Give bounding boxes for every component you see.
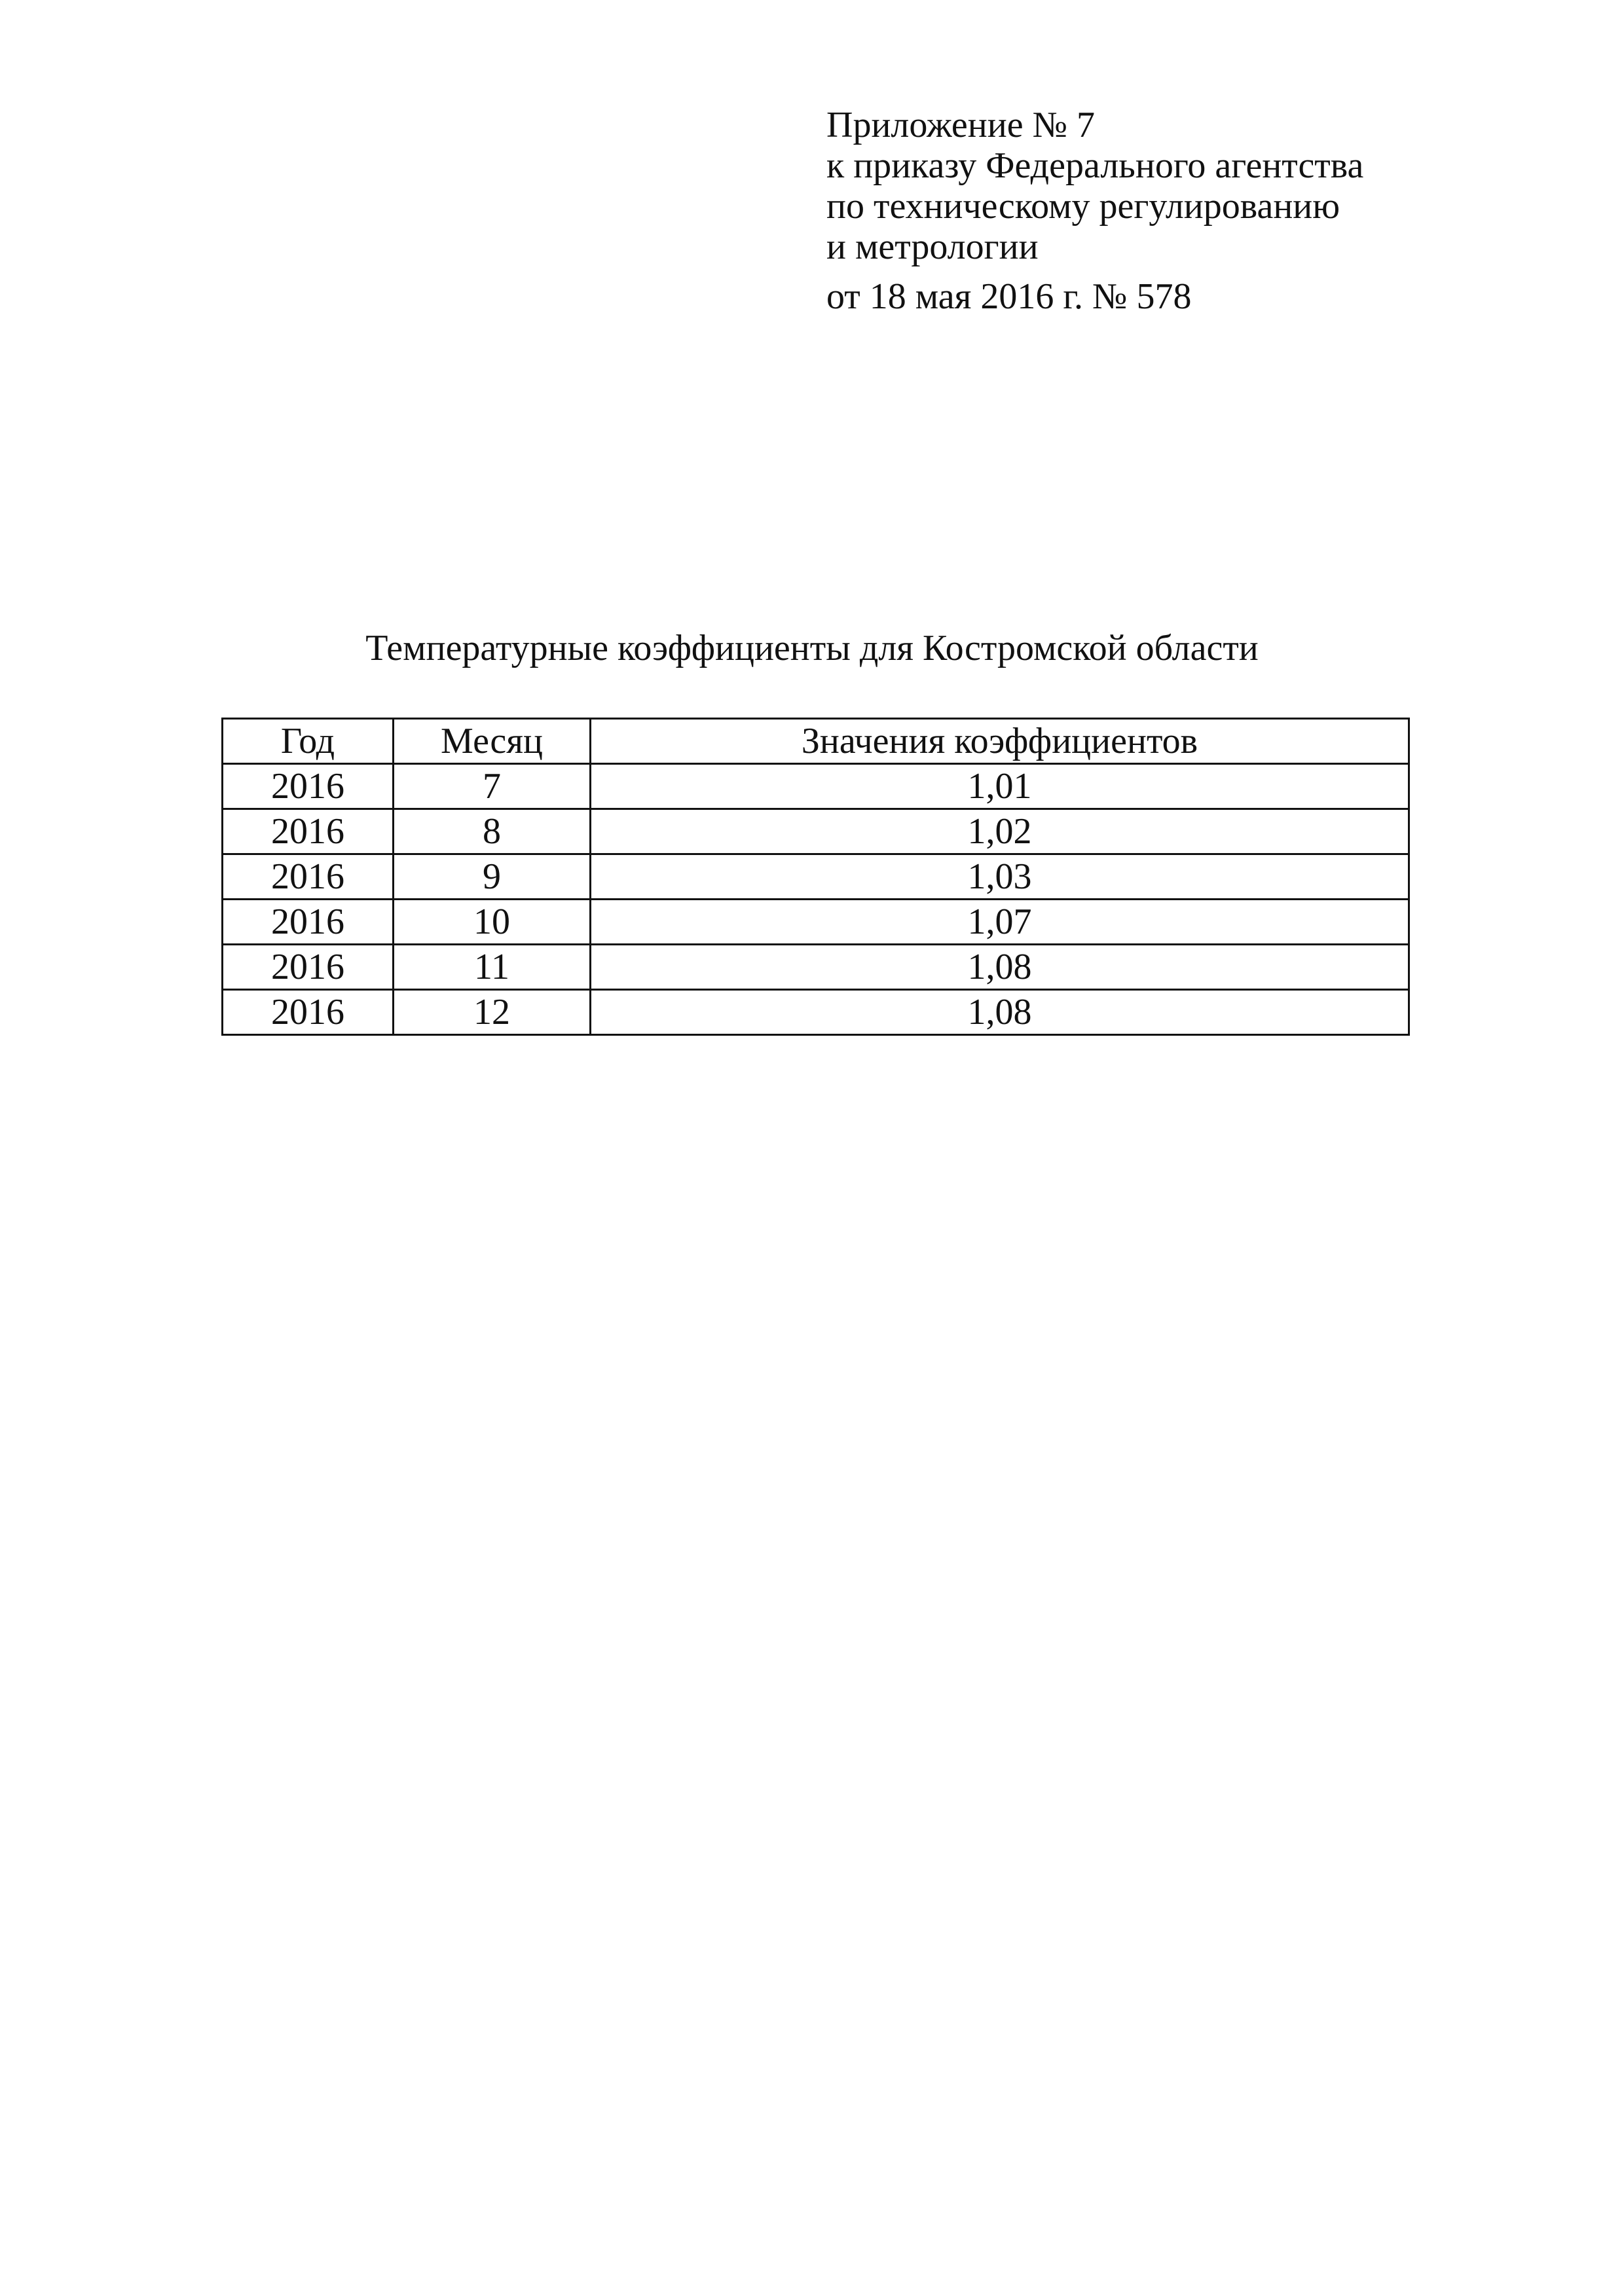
cell-year: 2016 (223, 945, 394, 990)
cell-year: 2016 (223, 990, 394, 1035)
cell-value: 1,08 (591, 990, 1409, 1035)
cell-value: 1,03 (591, 854, 1409, 900)
table-row (223, 900, 1409, 945)
cell-year: 2016 (223, 764, 394, 809)
cell-month: 11 (394, 945, 591, 990)
appendix-line: Приложение № 7 (826, 105, 1095, 145)
table-row (223, 945, 1409, 990)
cell-value: 1,01 (591, 764, 1409, 809)
cell-value: 1,08 (591, 945, 1409, 990)
cell-year: 2016 (223, 809, 394, 854)
table-row (223, 990, 1409, 1035)
table-row (223, 764, 1409, 809)
cell-year: 2016 (223, 900, 394, 945)
cell-month: 10 (394, 900, 591, 945)
appendix-line: и метрологии (826, 227, 1039, 267)
column-header-value: Значения коэффициентов (591, 719, 1409, 764)
cell-value: 1,02 (591, 809, 1409, 854)
document-title: Температурные коэффициенты для Костромской области (365, 628, 1259, 668)
cell-value: 1,07 (591, 900, 1409, 945)
column-header-year: Год (223, 719, 394, 764)
appendix-header (826, 105, 1579, 317)
coefficients-table (221, 718, 1410, 1036)
cell-year: 2016 (223, 854, 394, 900)
order-date-line: от 18 мая 2016 г. № 578 (826, 276, 1192, 317)
cell-month: 8 (394, 809, 591, 854)
table-row (223, 854, 1409, 900)
cell-month: 12 (394, 990, 591, 1035)
cell-month: 7 (394, 764, 591, 809)
table-header-row (223, 719, 1409, 764)
appendix-line: к приказу Федерального агентства (826, 145, 1364, 186)
cell-month: 9 (394, 854, 591, 900)
table-row (223, 809, 1409, 854)
column-header-month: Месяц (394, 719, 591, 764)
appendix-line: по техническому регулированию (826, 186, 1340, 227)
